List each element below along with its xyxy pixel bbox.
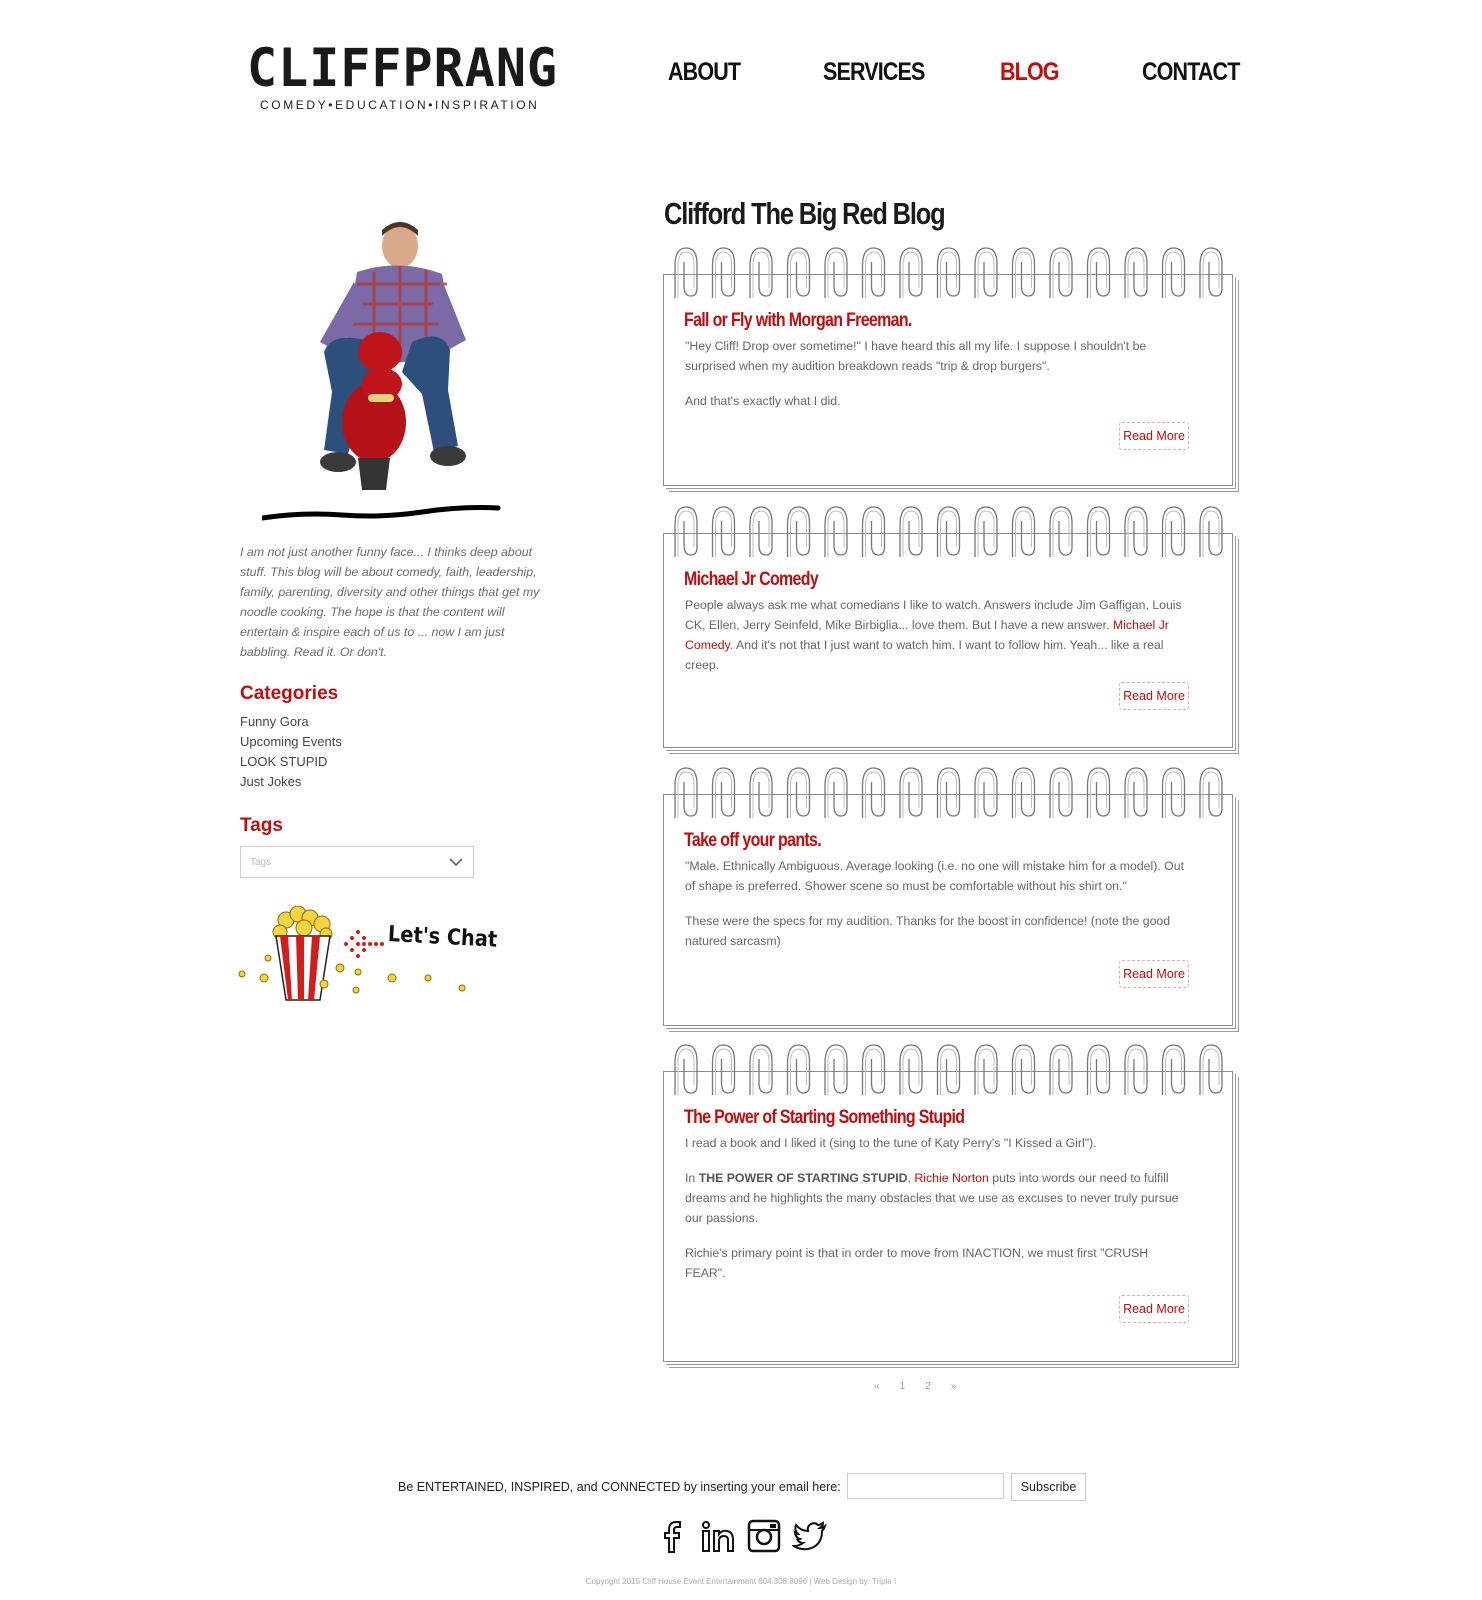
tags-select[interactable] [240,846,474,878]
spiral-binding [663,503,1233,561]
spiral-ring-inner [1091,772,1107,818]
spiral-ring-inner [1053,772,1069,818]
read-more-button[interactable]: Read More [1119,422,1189,450]
spiral-ring-inner [1166,511,1182,557]
spiral-ring-inner [978,252,994,298]
nav-about[interactable]: ABOUT [668,58,741,86]
post-title[interactable]: Fall or Fly with Morgan Freeman. [684,310,912,331]
spiral-binding [663,1041,1233,1099]
main-nav [0,58,1482,98]
spiral-ring-inner [866,252,882,298]
author-bio: I am not just another funny face... I thinks deep about stuff. This blog will be about comedy, faith, leadership, family, parenting, diversity and other things that get my noodle cooking. The hope is that the content will entertain & inspire each of us to ... now I am just babbling. Read it. Or don't. [240,545,540,659]
pagination-prev[interactable]: « [874,1381,880,1392]
nav-blog[interactable]: BLOG [1000,58,1059,86]
spiral-ring-inner [828,252,844,298]
logo-wordmark: CLIFFPRANG [247,37,559,99]
spiral-ring-inner [1091,511,1107,557]
pagination-next[interactable]: » [950,1381,957,1392]
blog-post-card [663,1041,1233,1362]
pagination [874,1381,976,1392]
spiral-ring-inner [866,1049,882,1095]
blog-post-card [663,764,1233,1026]
post-paragraph: And that's exactly what I did. [685,394,841,408]
email-field[interactable] [847,1473,1004,1499]
spiral-ring-inner [716,252,732,298]
post-excerpt [685,336,1185,426]
spiral-ring-inner [903,772,919,818]
copyright: Copyright 2015 Cliff House Event Entertainment 604.308.8096 | Web Design by: Triple I [585,1577,897,1586]
post-text: , [907,1171,915,1185]
nav-services[interactable]: SERVICES [823,58,925,86]
spiral-ring-inner [1016,511,1032,557]
spiral-ring-inner [1128,772,1144,818]
read-more-button[interactable]: Read More [1119,960,1189,988]
category-item[interactable]: Upcoming Events [240,734,342,749]
spiral-ring-inner [678,511,694,557]
spiral-ring-inner [978,511,994,557]
twitter-icon[interactable] [792,1518,828,1554]
spiral-ring-inner [1091,252,1107,298]
social-links [656,1518,836,1558]
facebook-icon[interactable] [656,1518,692,1554]
spiral-ring-inner [941,252,957,298]
spiral-ring-inner [903,252,919,298]
spiral-ring-inner [866,772,882,818]
logo-tagline: COMEDY•EDUCATION•INSPIRATION [260,98,540,112]
spiral-ring-inner [1166,772,1182,818]
spiral-ring-inner [1128,1049,1144,1095]
tags-heading: Tags [240,815,283,836]
spiral-ring-inner [716,1049,732,1095]
post-text: People always ask me what comedians I like to watch. Answers include Jim Gaffigan, Louis CK, Ellen, Jerry Seinfeld, Mike Birbiglia... love them. But I have a new answer. [685,598,1182,632]
spiral-ring-inner [1166,1049,1182,1095]
spiral-ring-inner [1203,772,1219,818]
spiral-ring-inner [753,772,769,818]
book-title: THE POWER OF STARTING STUPID [698,1171,908,1185]
spiral-ring-inner [1053,1049,1069,1095]
spiral-ring-inner [941,772,957,818]
post-paragraph: Richie's primary point is that in order to move from INACTION, we must first "CRUSH FEAR". [685,1246,1149,1280]
lets-chat-label: Let's Chat [387,922,498,953]
spiral-ring-inner [716,511,732,557]
post-excerpt [685,1133,1185,1298]
post-text: In [685,1171,699,1185]
post-paragraph [685,1168,1185,1228]
instagram-icon[interactable] [746,1518,782,1554]
spiral-ring-inner [1016,252,1032,298]
pagination-page[interactable]: 2 [925,1381,931,1392]
spiral-ring-inner [903,511,919,557]
spiral-ring-inner [753,1049,769,1095]
newsletter-form [398,1473,1098,1503]
category-item[interactable]: Just Jokes [240,774,302,789]
spiral-ring-inner [1128,252,1144,298]
blog-post-card [663,503,1233,748]
categories-heading: Categories [240,683,339,704]
post-text: . And it's not that I just want to watch him. I want to follow him. Yeah... like a real creep. [685,638,1164,672]
spiral-ring-inner [1203,252,1219,298]
pagination-page[interactable]: 1 [899,1381,906,1392]
spiral-ring-inner [1203,1049,1219,1095]
categories-list [240,712,342,792]
spiral-ring-inner [941,511,957,557]
spiral-ring-inner [978,772,994,818]
spiral-ring-inner [791,252,807,298]
spiral-ring-inner [753,252,769,298]
newsletter-label: Be ENTERTAINED, INSPIRED, and CONNECTED by inserting your email here: [398,1480,841,1494]
post-paragraph: "Hey Cliff! Drop over sometime!" I have heard this all my life. I suppose I shouldn't be surprised when my audition breakdown reads "trip & drop burgers". [685,339,1147,373]
spiral-ring-inner [1128,511,1144,557]
post-paragraph [685,595,1185,675]
spiral-ring-inner [716,772,732,818]
read-more-button[interactable]: Read More [1119,1295,1189,1323]
nav-contact[interactable]: CONTACT [1142,58,1240,86]
spiral-ring-inner [678,252,694,298]
subscribe-button[interactable]: Subscribe [1011,1473,1086,1501]
post-paragraph: "Male. Ethnically Ambiguous. Average looking (i.e. no one will mistake him for a model). Out of shape is preferred. Shower scene so must be comfortable without his shirt on." [685,859,1184,893]
spiral-ring-inner [1091,1049,1107,1095]
spiral-ring-inner [903,1049,919,1095]
post-text: puts into words our need to fulfill dreams and he highlights the many obstacles that we use as excuses to never truly pursue our passions. [685,1171,1179,1225]
arrow-left-icon [342,926,386,962]
post-excerpt [685,595,1185,690]
spiral-ring-inner [941,1049,957,1095]
page-title: Clifford The Big Red Blog [664,196,945,231]
spiral-binding [663,764,1233,822]
post-title[interactable]: The Power of Starting Something Stupid [684,1107,965,1128]
spiral-ring-inner [1053,252,1069,298]
spiral-ring-inner [828,511,844,557]
spiral-ring-inner [791,511,807,557]
spiral-ring-inner [1053,511,1069,557]
richie-norton-link[interactable]: Richie Norton [914,1171,989,1185]
spiral-ring-inner [1166,252,1182,298]
post-paragraph: I read a book and I liked it (sing to the tune of Katy Perry's "I Kissed a Girl"). [685,1136,1097,1150]
post-paragraph: These were the specs for my audition. Thanks for the boost in confidence! (note the good natured sarcasm) [685,914,1171,948]
spiral-ring-inner [791,1049,807,1095]
spiral-ring-inner [753,511,769,557]
michael-jr-link[interactable]: Michael Jr Comedy [685,618,1169,652]
spiral-ring-inner [866,511,882,557]
tags-placeholder: Tags [250,857,272,868]
spiral-ring-inner [978,1049,994,1095]
spiral-ring-inner [828,772,844,818]
read-more-button[interactable]: Read More [1119,682,1189,710]
category-item[interactable]: Funny Gora [240,714,309,729]
chevron-down-icon [449,855,463,869]
linkedin-icon[interactable] [700,1518,736,1554]
lets-chat-link[interactable] [238,906,498,1010]
spiral-ring-inner [828,1049,844,1095]
post-title[interactable]: Take off your pants. [684,830,822,851]
spiral-binding [663,244,1233,302]
spiral-ring-inner [791,772,807,818]
spiral-ring-inner [678,1049,694,1095]
blog-post-card [663,244,1233,486]
spiral-ring-inner [1203,511,1219,557]
spiral-ring-inner [1016,772,1032,818]
post-excerpt [685,856,1185,966]
post-title[interactable]: Michael Jr Comedy [684,569,819,590]
category-item[interactable]: LOOK STUPID [240,754,328,769]
spiral-ring-inner [1016,1049,1032,1095]
spiral-ring-inner [678,772,694,818]
author-photo [262,222,512,534]
